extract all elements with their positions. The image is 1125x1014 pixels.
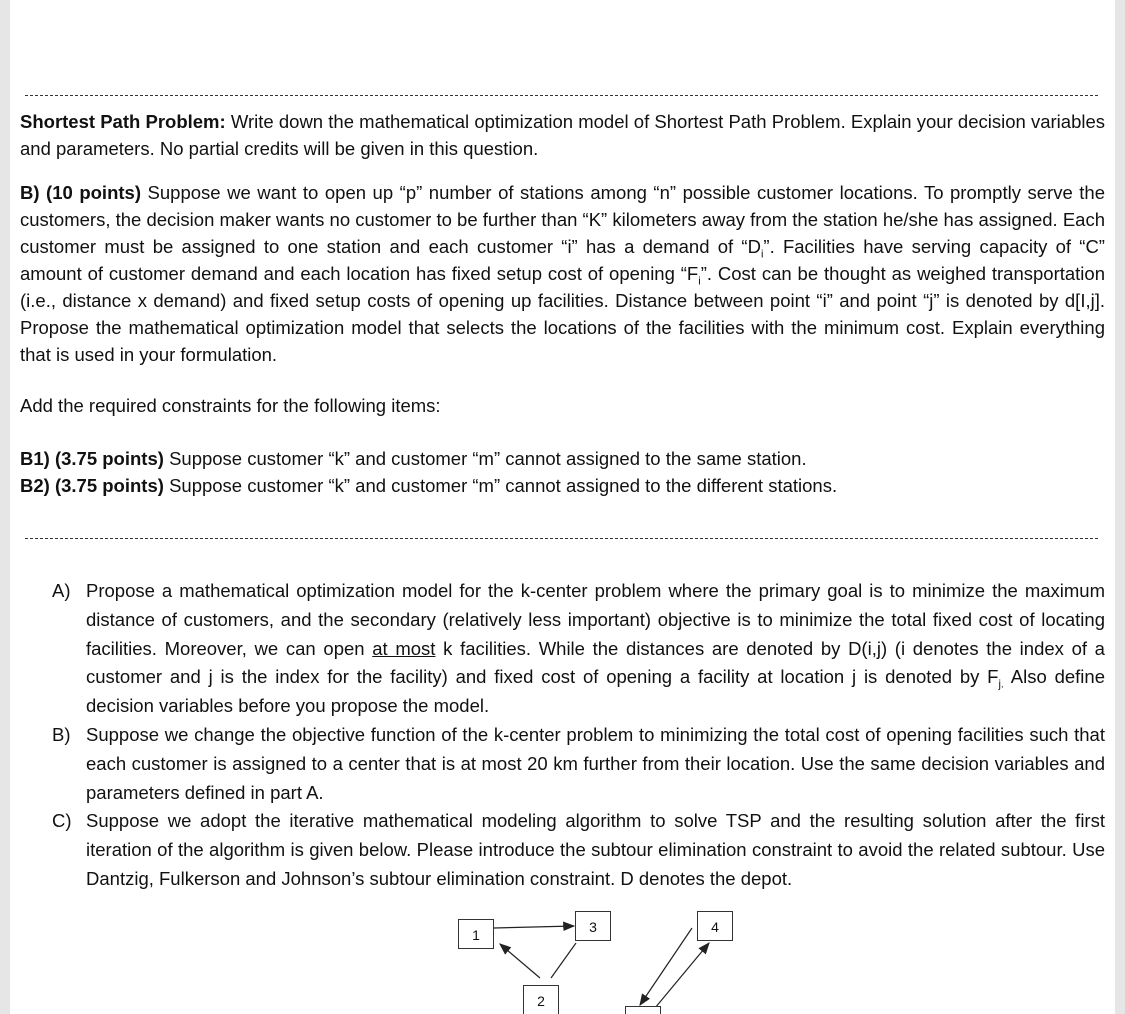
part-b-text-2: ”. Facilities have serving capacity of “C” amount of customer demand and each location has fixed setup cost of opening “F xyxy=(20,236,1105,284)
graph-node-3: 3 xyxy=(575,911,611,941)
graph-node-2: 2 xyxy=(523,985,559,1014)
question-a-label: A) xyxy=(52,580,71,601)
b1-label: B1) (3.75 points) xyxy=(20,448,164,469)
question-b-text: Suppose we change the objective function of the k-center problem to minimizing the total cost of opening facilities such that each customer is assigned to a center that is at most 20 km further from their location. Use the same decision variables and parameters defined in part A. xyxy=(86,724,1105,803)
question-b-label: B) xyxy=(52,724,71,745)
part-b-text-3: ”. Cost can be thought as weighed transportation (i.e., distance x demand) and fixed setup costs of opening up facilities. Distance between point “i” and point “j” is denoted by d[I,j]. Propose the mathematical optimization model that selects the locations of the facilities with the minimum cost. Explain everything that is used in your formulation. xyxy=(20,263,1105,365)
b1-text: Suppose customer “k” and customer “m” cannot assigned to the same station. xyxy=(169,448,807,469)
graph-node-depot xyxy=(625,1006,661,1014)
edge-4-to-d xyxy=(640,928,692,1005)
shortest-path-title: Shortest Path Problem: xyxy=(20,111,226,132)
part-b-sub-i2: i xyxy=(698,275,701,288)
b2-text: Suppose customer “k” and customer “m” cannot assigned to the different stations. xyxy=(169,475,838,496)
part-b-text-1: Suppose we want to open up “p” number of stations among “n” possible customer locations. To promptly serve the customers, the decision maker wants no customer to be further than “K” kilometers away from the station he/she has assigned. Each customer must be assigned to one station and each customer “i” has a demand of “D xyxy=(20,182,1105,257)
at-most-underlined: at most xyxy=(372,637,436,659)
edge-1-to-3 xyxy=(494,926,574,928)
question-c-label: C) xyxy=(52,810,72,831)
shortest-path-text: Write down the mathematical optimization model of Shortest Path Problem. Explain your decision variables and parameters. No partial credits will be given in this question. xyxy=(20,111,1106,159)
part-b-label: B) (10 points) xyxy=(20,182,141,203)
document-page xyxy=(10,0,1115,1014)
edge-2-to-1 xyxy=(500,944,540,978)
constraints-intro: Add the required constraints for the following items: xyxy=(20,395,441,416)
question-a-text-1: Propose a mathematical optimization model for the k-center problem where the primary goal is to minimize the maximum distance of customers, and the secondary (relatively less important) objective is to minimize the total fixed cost of locating facilities. Moreover, we can open xyxy=(86,580,1105,659)
b2-label: B2) (3.75 points) xyxy=(20,475,164,496)
question-a-text-3: Also define decision variables before you propose the model. xyxy=(86,666,1105,717)
edge-d-to-4 xyxy=(650,943,709,1014)
question-a-sub-j: j. xyxy=(998,679,1004,692)
graph-node-4: 4 xyxy=(697,911,733,941)
question-c-text: Suppose we adopt the iterative mathematical modeling algorithm to solve TSP and the resulting solution after the first iteration of the algorithm is given below. Please introduce the subtour elimination constraint to avoid the related subtour. Use Dantzig, Fulkerson and Johnson’s subtour elimination constraint. D denotes the depot. xyxy=(86,810,1105,889)
edge-3-to-2 xyxy=(551,943,576,978)
graph-node-1: 1 xyxy=(458,919,494,949)
question-a-text-2: k facilities. While the distances are denoted by D(i,j) (i denotes the index of a customer and j is the index for the facility) and fixed cost of opening a facility at location j is denoted by F xyxy=(86,637,1105,688)
subtour-graph xyxy=(10,0,1115,1014)
part-b-sub-i: i xyxy=(760,248,764,261)
